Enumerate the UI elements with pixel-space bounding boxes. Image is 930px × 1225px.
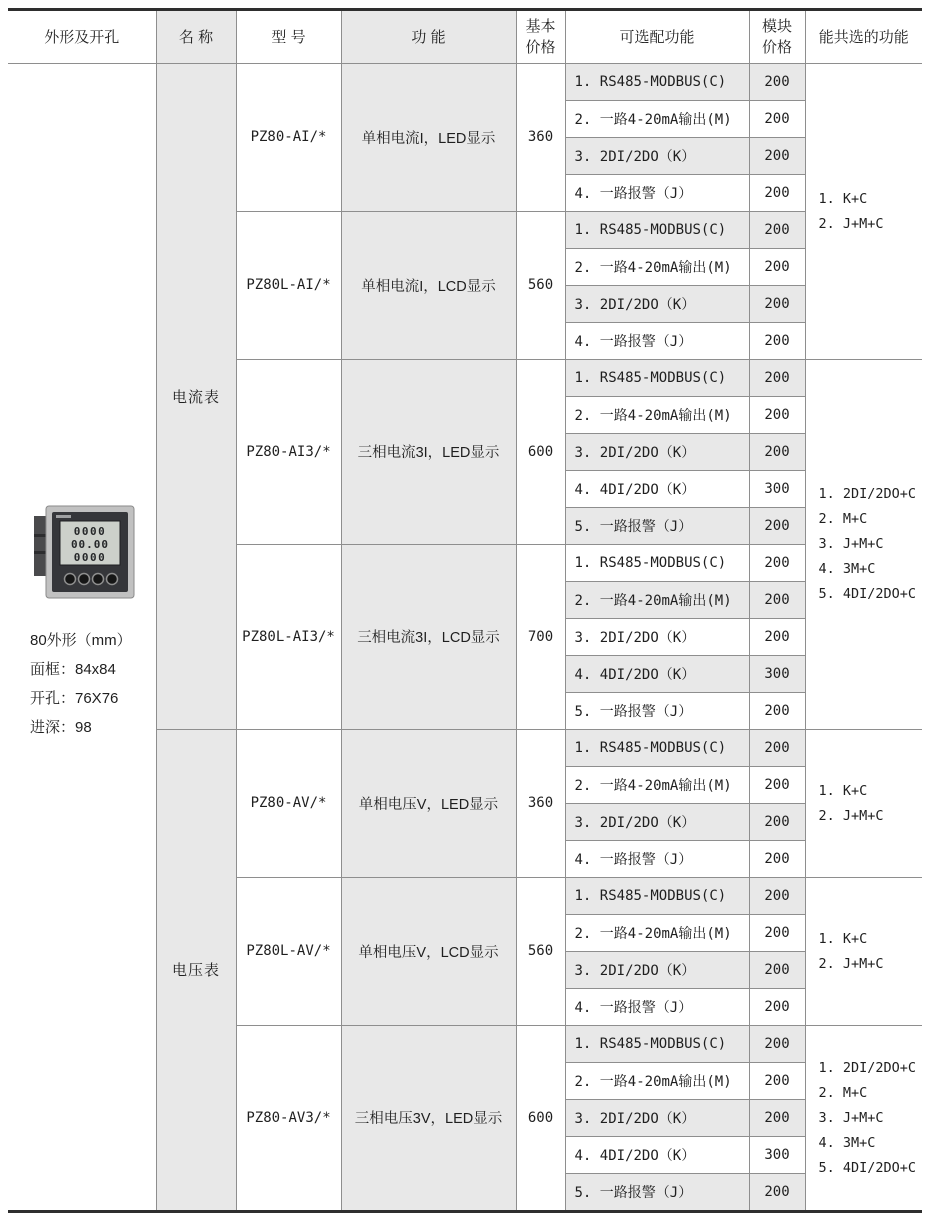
shared-function-item: 3. J+M+C: [818, 536, 884, 552]
model-cell: PZ80L-AV/*: [236, 877, 341, 1025]
function-cell: 单相电压V，LED显示: [341, 729, 516, 877]
option-cell: 1. RS485-MODBUS(C): [565, 1025, 749, 1062]
module-price-cell: 200: [749, 877, 805, 914]
category-cell-current: 电流表: [156, 63, 236, 729]
option-cell: 4. 4DI/2DO（K）: [565, 655, 749, 692]
shared-function-item: 1. K+C: [818, 930, 868, 947]
option-cell: 4. 一路报警（J）: [565, 174, 749, 211]
dimension-list: [30, 626, 132, 742]
dimension-line: 进深：98: [30, 718, 92, 736]
meter-button: [93, 573, 104, 584]
option-cell: 3. 2DI/2DO（K）: [565, 1099, 749, 1136]
meter-display-row: 0000: [73, 524, 107, 538]
module-price-cell: 200: [749, 100, 805, 137]
header-model: 型 号: [236, 11, 341, 63]
base-price-cell: 360: [516, 729, 565, 877]
meter-display-row: 00.00: [70, 537, 110, 551]
module-price-cell: 300: [749, 470, 805, 507]
module-price-cell: 200: [749, 1025, 805, 1062]
option-cell: 3. 2DI/2DO（K）: [565, 803, 749, 840]
shared-function-item: 1. K+C: [818, 190, 868, 207]
option-cell: 4. 一路报警（J）: [565, 840, 749, 877]
module-price-cell: 200: [749, 581, 805, 618]
base-price-cell: 560: [516, 877, 565, 1025]
shared-function-item: 2. J+M+C: [818, 807, 884, 824]
module-price-cell: 200: [749, 396, 805, 433]
header-combinable-functions: 能共选的功能: [805, 11, 922, 63]
option-cell: 1. RS485-MODBUS(C): [565, 63, 749, 100]
option-cell: 3. 2DI/2DO（K）: [565, 137, 749, 174]
header-shape: 外形及开孔: [8, 11, 156, 63]
model-cell: PZ80-AI/*: [236, 63, 341, 211]
function-cell: 单相电压V，LCD显示: [341, 877, 516, 1025]
base-price-cell: 600: [516, 359, 565, 544]
module-price-cell: 200: [749, 618, 805, 655]
header-row: [8, 11, 922, 63]
module-price-cell: 200: [749, 803, 805, 840]
header-base-price: [516, 11, 565, 63]
module-price-cell: 300: [749, 1136, 805, 1173]
dimension-line: 开孔：76X76: [30, 689, 119, 707]
module-price-cell: 200: [749, 174, 805, 211]
option-cell: 2. 一路4-20mA输出(M): [565, 396, 749, 433]
module-price-cell: 200: [749, 1173, 805, 1210]
bottom-rule: [8, 1210, 922, 1213]
shape-and-cutout-cell: [8, 63, 156, 1210]
function-cell: 三相电流3I，LED显示: [341, 359, 516, 544]
base-price-cell: 700: [516, 544, 565, 729]
function-cell: 单相电流I，LED显示: [341, 63, 516, 211]
module-price-cell: 200: [749, 766, 805, 803]
option-cell: 2. 一路4-20mA输出(M): [565, 100, 749, 137]
module-price-cell: 200: [749, 544, 805, 581]
shared-function-item: 2. M+C: [818, 1084, 868, 1101]
base-price-cell: 600: [516, 1025, 565, 1210]
meter-logo: [56, 515, 71, 518]
shared-function-item: 4. 3M+C: [818, 1134, 876, 1151]
header-optional-functions: 可选配功能: [565, 11, 749, 63]
option-cell: 4. 4DI/2DO（K）: [565, 1136, 749, 1173]
shared-function-item: 5. 4DI/2DO+C: [818, 1159, 917, 1176]
shared-functions-cell: [805, 877, 922, 1025]
header-function: 功 能: [341, 11, 516, 63]
meter-button: [65, 573, 76, 584]
module-price-cell: 200: [749, 1062, 805, 1099]
model-cell: PZ80-AV/*: [236, 729, 341, 877]
header-base-price-line1: 基本: [525, 17, 556, 35]
meter-button: [107, 573, 118, 584]
option-cell: 1. RS485-MODBUS(C): [565, 877, 749, 914]
shared-functions-cell: [805, 729, 922, 877]
module-price-cell: 200: [749, 433, 805, 470]
module-price-cell: 200: [749, 359, 805, 396]
shared-function-item: 4. 3M+C: [818, 561, 876, 577]
module-price-cell: 200: [749, 840, 805, 877]
shared-function-item: 1. K+C: [818, 782, 868, 799]
model-cell: PZ80-AI3/*: [236, 359, 341, 544]
option-cell: 2. 一路4-20mA输出(M): [565, 914, 749, 951]
shared-function-item: 2. J+M+C: [818, 955, 884, 972]
shared-functions-cell: [805, 63, 922, 359]
option-cell: 2. 一路4-20mA输出(M): [565, 248, 749, 285]
model-cell: PZ80L-AI3/*: [236, 544, 341, 729]
shared-function-item: 2. M+C: [818, 511, 868, 527]
dimension-line: 面框：84x84: [30, 660, 116, 678]
header-module-price-line2: 价格: [761, 38, 792, 56]
option-cell: 3. 2DI/2DO（K）: [565, 618, 749, 655]
module-price-cell: 200: [749, 692, 805, 729]
module-price-cell: 200: [749, 322, 805, 359]
module-price-cell: 200: [749, 988, 805, 1025]
shared-function-item: 5. 4DI/2DO+C: [818, 586, 917, 602]
option-cell: 4. 一路报警（J）: [565, 322, 749, 359]
option-cell: 2. 一路4-20mA输出(M): [565, 1062, 749, 1099]
module-price-cell: 200: [749, 137, 805, 174]
option-cell: 5. 一路报警（J）: [565, 692, 749, 729]
model-cell: PZ80-AV3/*: [236, 1025, 341, 1210]
option-cell: 4. 4DI/2DO（K）: [565, 470, 749, 507]
option-cell: 1. RS485-MODBUS(C): [565, 729, 749, 766]
category-cell-voltage: 电压表: [156, 729, 236, 1210]
module-price-cell: 200: [749, 1099, 805, 1136]
module-price-cell: 300: [749, 655, 805, 692]
option-cell: 3. 2DI/2DO（K）: [565, 951, 749, 988]
option-cell: 3. 2DI/2DO（K）: [565, 285, 749, 322]
option-cell: 1. RS485-MODBUS(C): [565, 211, 749, 248]
option-cell: 3. 2DI/2DO（K）: [565, 433, 749, 470]
option-cell: 2. 一路4-20mA输出(M): [565, 581, 749, 618]
shared-function-item: 1. 2DI/2DO+C: [818, 1059, 917, 1076]
module-price-cell: 200: [749, 63, 805, 100]
option-cell: 5. 一路报警（J）: [565, 1173, 749, 1210]
option-cell: 4. 一路报警（J）: [565, 988, 749, 1025]
option-cell: 2. 一路4-20mA输出(M): [565, 766, 749, 803]
meter-display-row: 0000: [73, 550, 107, 564]
option-cell: 1. RS485-MODBUS(C): [565, 359, 749, 396]
module-price-cell: 200: [749, 248, 805, 285]
product-profile: [8, 504, 156, 742]
shared-function-item: 3. J+M+C: [818, 1109, 884, 1126]
model-cell: PZ80L-AI/*: [236, 211, 341, 359]
header-module-price-line1: 模块: [761, 17, 792, 35]
shared-function-item: 1. 2DI/2DO+C: [818, 486, 917, 502]
header-name: 名 称: [156, 11, 236, 63]
module-price-cell: 200: [749, 951, 805, 988]
module-price-cell: 200: [749, 507, 805, 544]
header-base-price-line2: 价格: [525, 38, 556, 56]
module-price-cell: 200: [749, 211, 805, 248]
table-row: [8, 63, 922, 100]
base-price-cell: 360: [516, 63, 565, 211]
function-cell: 单相电流I，LCD显示: [341, 211, 516, 359]
module-price-cell: 200: [749, 914, 805, 951]
module-price-cell: 200: [749, 285, 805, 322]
option-cell: 1. RS485-MODBUS(C): [565, 544, 749, 581]
dimension-line: 80外形（mm）: [30, 631, 132, 649]
shared-functions-cell: [805, 1025, 922, 1210]
function-cell: 三相电压3V，LED显示: [341, 1025, 516, 1210]
panel-meter-image: [32, 504, 136, 600]
header-module-price: [749, 11, 805, 63]
function-cell: 三相电流3I，LCD显示: [341, 544, 516, 729]
meter-button: [79, 573, 90, 584]
shared-functions-cell: [805, 359, 922, 729]
base-price-cell: 560: [516, 211, 565, 359]
module-price-cell: 200: [749, 729, 805, 766]
product-price-table: [8, 11, 922, 1210]
shared-function-item: 2. J+M+C: [818, 215, 884, 232]
option-cell: 5. 一路报警（J）: [565, 507, 749, 544]
